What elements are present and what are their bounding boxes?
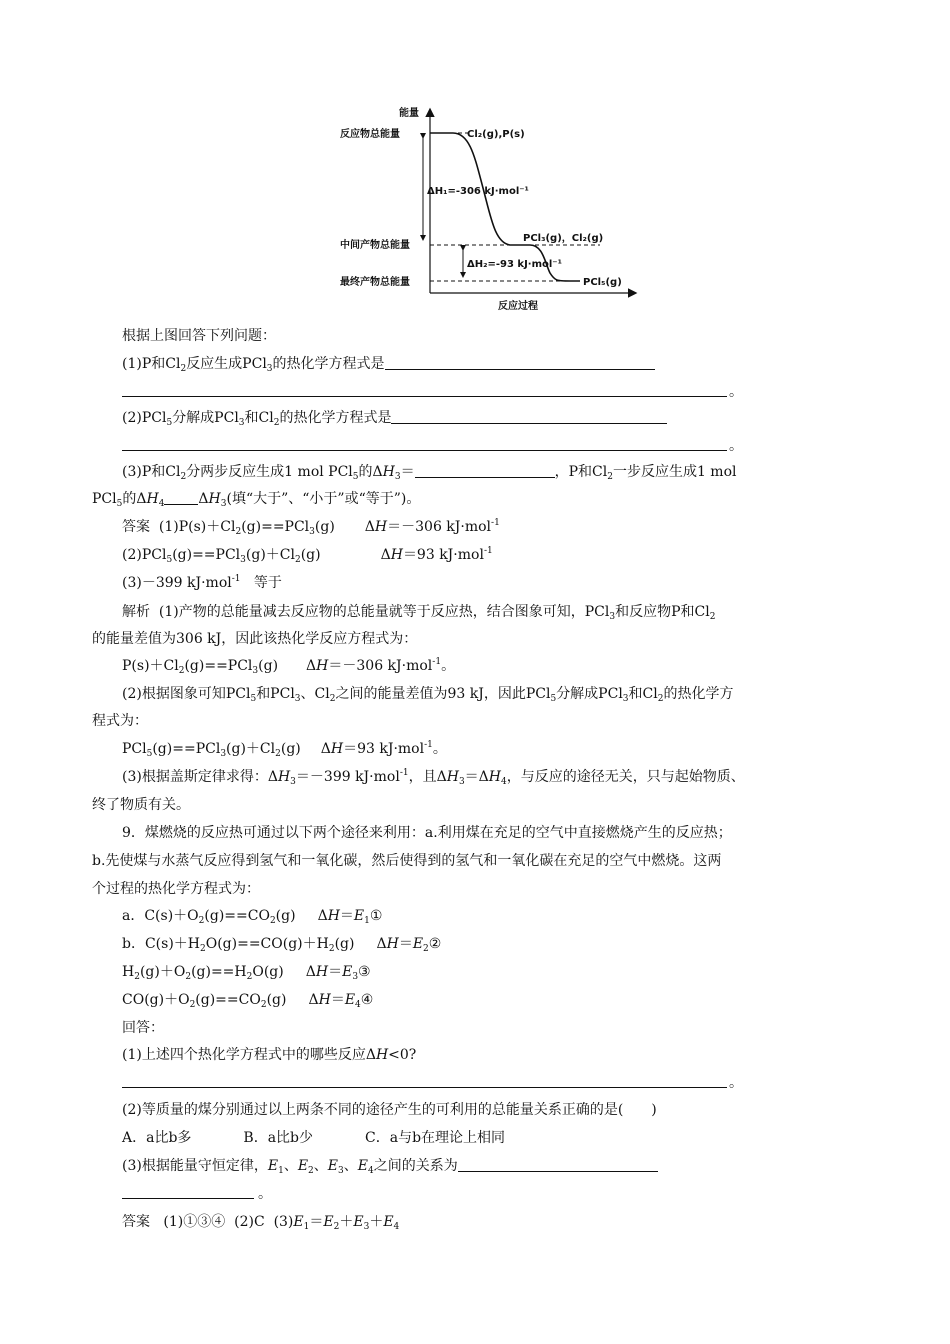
analysis-2-eq: $PCl_5(g)==PCl_3(g)+Cl_2(g)$ ΔH＝93 kJ·mol$^{-1}$。 xyxy=(122,740,447,759)
dh1-label: ΔH₁=-306 kJ·mol⁻¹ xyxy=(427,186,529,197)
question-9-2: (2)等质量的煤分别通过以上两条不同的途径产生的可利用的总能量关系正确的是( ) xyxy=(122,1102,657,1118)
energy-diagram xyxy=(335,98,645,318)
analysis-1: 解析 (1)产物的总能量减去反应物的总能量就等于反应热，结合图象可知，PCl$_3$和反应物P和$Cl_2$ xyxy=(122,604,716,622)
intro-text: 根据上图回答下列问题： xyxy=(122,328,276,344)
option-c[interactable]: C．a与b在理论上相同 xyxy=(365,1130,506,1146)
answer-2: $(2)PCl_5(g)==PCl_3(g)+Cl_2(g)$ ΔH＝93 kJ·mol$^{-1}$ xyxy=(122,546,493,565)
question-9-line3: 个过程的热化学方程式为： xyxy=(92,881,260,897)
y-axis-label: 能量 xyxy=(399,108,419,119)
analysis-2: (2)根据图象可知PCl$_5$和PCl$_3$、$Cl_2$之间的能量差值为93 kJ，因此PCl$_5$分解成PCl$_3$和$Cl_2$的热化学方 xyxy=(122,686,734,704)
equation-b: b．$C(s)+H_2O(g)==CO(g)+H_2(g)$ $\Delta H=E_2②$ xyxy=(122,936,442,954)
question-3-cont: PCl$_5$的$\Delta H_4$ $\Delta H_3$(填“大于”、“小于”或“等于”)。 xyxy=(92,491,421,509)
analysis-1-eq: $P(s)+Cl_2(g)==PCl_3(g)$ ΔH＝－306 kJ·mol$^{-1}$。 xyxy=(122,657,456,676)
answer-blank-4[interactable] xyxy=(164,490,198,505)
answer-blank-9-3[interactable] xyxy=(458,1157,658,1172)
species-product: PCl₅(g) xyxy=(583,277,622,288)
species-intermediate: PCl₃(g)，Cl₂(g) xyxy=(523,233,604,244)
period-1: 。 xyxy=(729,384,743,400)
answer-blank-1[interactable] xyxy=(385,355,655,370)
equation-d: $CO(g)+O_2(g)==CO_2(g)$ $\Delta H=E_4④$ xyxy=(122,992,374,1010)
option-b[interactable]: B．a比b少 xyxy=(243,1130,314,1146)
question-9-1: (1)上述四个热化学方程式中的哪些反应ΔH<0? xyxy=(122,1047,417,1063)
answer-blank-1b[interactable] xyxy=(122,396,727,397)
answer-blank-3[interactable] xyxy=(415,463,555,478)
answer-1: 答案 $(1)P(s)+Cl_2(g)==PCl_3(g)$ ΔH＝－306 kJ·mol$^{-1}$ xyxy=(122,518,500,537)
answer-prompt: 回答： xyxy=(122,1020,164,1036)
period-2: 。 xyxy=(729,438,743,454)
answer-9: 答案 (1)①③④ (2)C $(3)E_1=E_2+E_3+E_4$ xyxy=(122,1214,400,1232)
answer-blank-9-3b[interactable] xyxy=(122,1198,254,1199)
x-axis-label: 反应过程 xyxy=(498,301,538,312)
species-reactants: Cl₂(g),P(s) xyxy=(467,129,525,140)
energy-diagram-svg xyxy=(335,98,645,318)
answer-blank-9-1[interactable] xyxy=(122,1087,727,1088)
answer-blank-2b[interactable] xyxy=(122,450,727,451)
analysis-3-cont: 终了物质有关。 xyxy=(92,797,190,813)
answer-3: (3)－399 kJ·mol$^{-1}$ 等于 xyxy=(122,574,282,591)
question-1: (1)P和$Cl_2$反应生成PCl$_3$的热化学方程式是 xyxy=(122,354,655,374)
question-9-3: (3)根据能量守恒定律，$E_1$、$E_2$、$E_3$、$E_4$之间的关系为 xyxy=(122,1156,658,1176)
level-label-reactants: 反应物总能量 xyxy=(340,129,400,140)
level-label-intermediate: 中间产物总能量 xyxy=(340,240,410,251)
period-9-1: 。 xyxy=(729,1075,743,1091)
answer-blank-2[interactable] xyxy=(391,409,667,424)
equation-a: a．$C(s)+O_2(g)==CO_2(g)$ $\Delta H=E_1①$ xyxy=(122,908,383,926)
analysis-1-cont: 的能量差值为306 kJ，因此该热化学反应方程式为： xyxy=(92,631,418,647)
question-2: (2)PCl$_5$分解成PCl$_3$和$Cl_2$的热化学方程式是 xyxy=(122,408,667,428)
question-3: (3)P和$Cl_2$分两步反应生成1 mol PCl$_5$的$\Delta H_3=$ ，P和$Cl_2$一步反应生成1 mol xyxy=(122,464,737,482)
options-row xyxy=(122,1128,505,1148)
level-label-products: 最终产物总能量 xyxy=(340,277,410,288)
question-9-line2: b.先使煤与水蒸气反应得到氢气和一氧化碳，然后使得到的氢气和一氧化碳在充足的空气中燃烧。这两 xyxy=(92,853,722,869)
analysis-3: (3)根据盖斯定律求得：$\Delta H_3=-399$ kJ·mol$^{-1}$，且$\Delta H_3=\Delta H_4$，与反应的途径无关，只与起始物质、 xyxy=(122,768,745,787)
equation-c: $H_2(g)+O_2(g)==H_2O(g)$ $\Delta H=E_3③$ xyxy=(122,964,371,982)
analysis-2-cont: 程式为： xyxy=(92,713,148,729)
option-a[interactable]: A．a比b多 xyxy=(122,1130,192,1146)
question-9: 9．煤燃烧的反应热可通过以下两个途径来利用：a.利用煤在充足的空气中直接燃烧产生的反应热； xyxy=(122,825,732,841)
dh2-label: ΔH₂=-93 kJ·mol⁻¹ xyxy=(467,259,562,270)
period-9-3: 。 xyxy=(258,1186,272,1202)
